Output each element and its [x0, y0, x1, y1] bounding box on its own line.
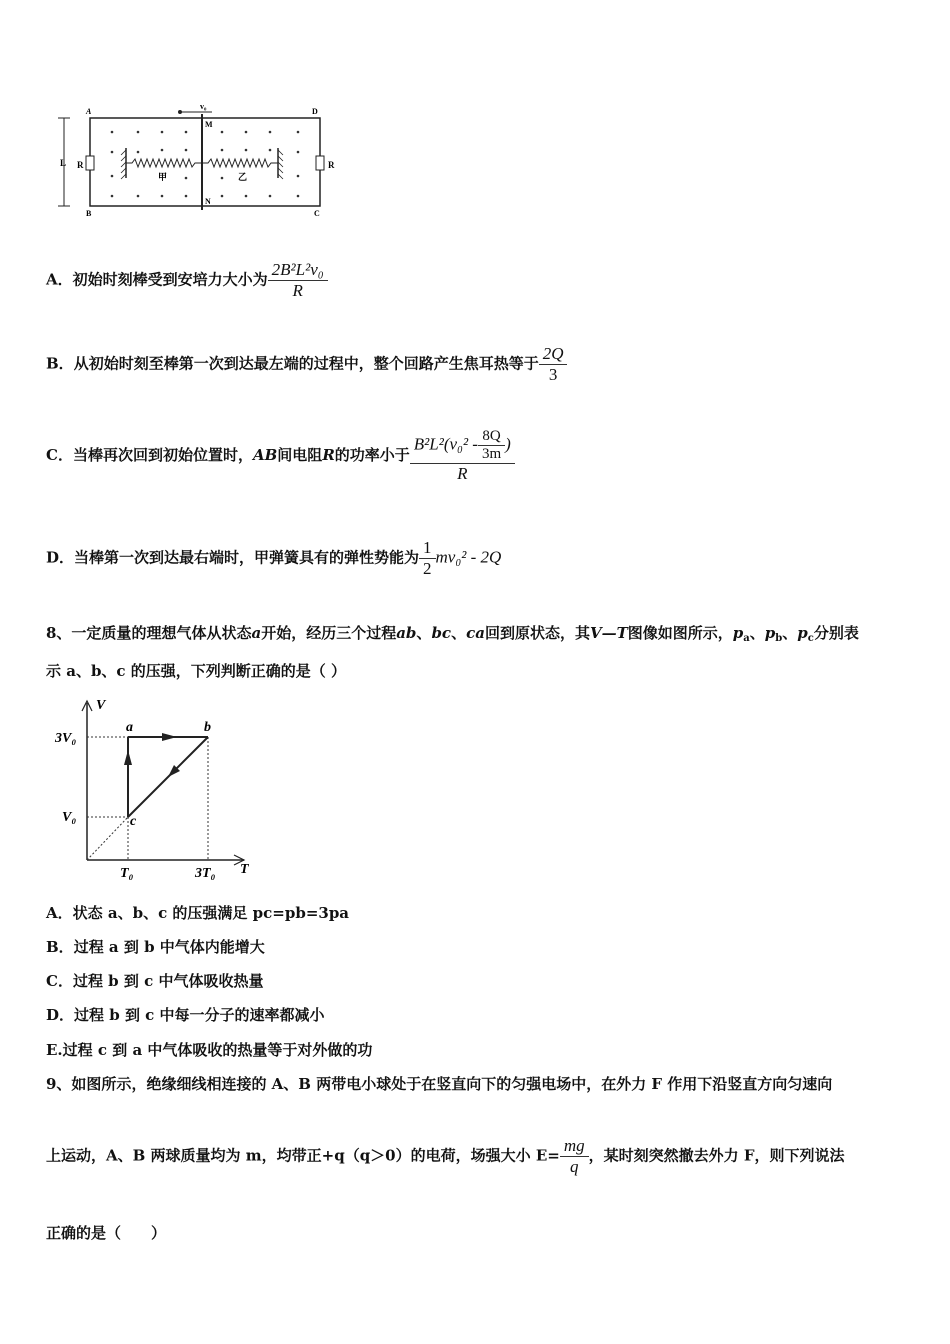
- formula-d-half: $\frac{1}{2}$: [419, 538, 436, 579]
- q7-option-c: [46, 428, 515, 484]
- option-text: 当棒再次回到初始位置时，: [72, 446, 253, 464]
- option-text: 从初始时刻至棒第一次到达最左端的过程中，整个回路产生焦耳热等于: [73, 354, 539, 373]
- formula-num: 2B²L²v₀: [271, 260, 324, 279]
- q8-stem-line1: 8、一定质量的理想气体从状态a开始，经历三个过程ab、bc、ca回到原状态，其V—T图像如图所示，$p_a$、$p_b$、$p_c$分别表: [46, 624, 859, 644]
- label-v0: v₀: [200, 102, 207, 111]
- option-letter: A．: [46, 270, 73, 289]
- label-r: R: [322, 446, 335, 464]
- option-text: 间电阻: [277, 446, 323, 464]
- label-b: b: [204, 720, 211, 735]
- vt-graph-svg: [52, 695, 262, 885]
- q9-line3: 正确的是（ ）: [46, 1224, 167, 1242]
- label-ab: AB: [252, 446, 278, 464]
- formula-e: $\frac{mg}{q}$: [560, 1136, 589, 1177]
- q8-option-b: B．过程 a 到 b 中气体内能增大: [46, 938, 265, 956]
- label-a: a: [126, 720, 133, 735]
- label-yi: 乙: [238, 172, 248, 182]
- q8-option-d: D．过程 b 到 c 中每一分子的速率都减小: [46, 1006, 325, 1024]
- label-jia: 甲: [158, 172, 168, 182]
- label-D: D: [312, 107, 318, 116]
- arrow-ca: [124, 750, 132, 765]
- q9-line1: 9、如图所示，绝缘细线相连接的 A、B 两带电小球处于在竖直向下的匀强电场中，在外力 F 作用下沿竖直方向匀速向: [46, 1075, 833, 1093]
- label-t0: T₀: [120, 866, 134, 881]
- label-V: V: [96, 698, 106, 713]
- formula-den: R: [268, 280, 328, 301]
- label-N: N: [205, 197, 211, 206]
- option-text: 的功率小于: [334, 446, 410, 464]
- q8-stem-line2: 示 a、b、c 的压强，下列判断正确的是（ ）: [46, 662, 347, 680]
- formula-num: B²L²(v₀² - $\frac{8Q}{3m}$ ): [413, 428, 511, 462]
- label-M: M: [205, 120, 213, 129]
- formula-den: 3: [539, 364, 568, 385]
- q8-option-c: C．过程 b 到 c 中气体吸收热量: [46, 972, 264, 990]
- formula-num: 2Q: [542, 344, 564, 363]
- formula-den: R: [410, 463, 515, 484]
- formula-c: [410, 428, 515, 484]
- label-c: c: [130, 814, 137, 829]
- formula-b: [539, 344, 568, 385]
- q7-option-d: [46, 538, 501, 579]
- label-L: L: [60, 158, 67, 168]
- option-text: 初始时刻棒受到安培力大小为: [72, 270, 268, 289]
- q7-option-a: [46, 260, 328, 301]
- rails-diagram: [50, 100, 340, 225]
- label-C: C: [314, 209, 320, 218]
- label-v0: V₀: [62, 810, 77, 825]
- label-T: T: [240, 862, 249, 877]
- label-3v0: 3V₀: [55, 731, 77, 746]
- q8-option-e: E.过程 c 到 a 中气体吸收的热量等于对外做的功: [46, 1041, 373, 1059]
- option-letter: D．: [46, 548, 75, 567]
- label-A: A: [86, 107, 92, 116]
- arrow-ab: [162, 733, 177, 741]
- label-3t0: 3T₀: [195, 866, 216, 881]
- option-letter: B．: [46, 354, 74, 373]
- formula-d-tail: mv₀² - 2Q: [435, 547, 502, 567]
- label-R-right: R: [328, 160, 335, 170]
- option-text: 当棒第一次到达最右端时，甲弹簧具有的弹性势能为: [74, 548, 420, 567]
- formula-a: [268, 260, 328, 301]
- q7-option-b: [46, 344, 567, 385]
- option-letter: C．: [46, 446, 73, 464]
- label-B: B: [86, 209, 92, 218]
- figure-rails: [50, 100, 340, 225]
- q8-option-a: A．状态 a、b、c 的压强满足 pc=pb=3pa: [46, 904, 350, 922]
- q8-vt-graph: [52, 695, 262, 885]
- q9-line2: 上运动，A、B 两球质量均为 m，均带正+q（q＞0）的电荷，场强大小 E= $\frac{mg}{q}$ ，某时刻突然撤去外力 F，则下列说法: [46, 1136, 845, 1176]
- label-R-left: R: [77, 160, 84, 170]
